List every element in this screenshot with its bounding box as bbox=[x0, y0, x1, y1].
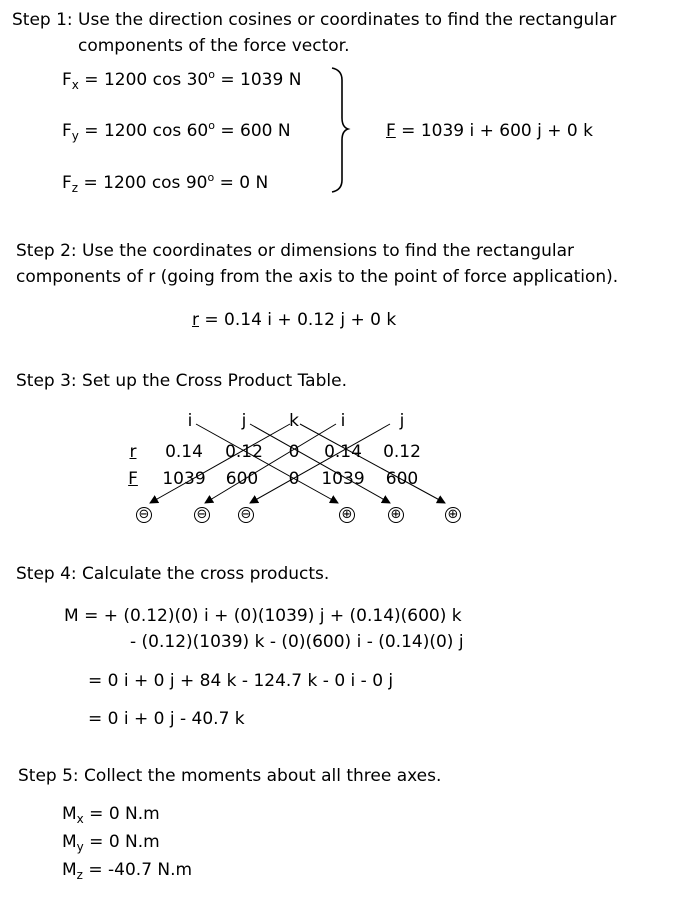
my-equation bbox=[62, 832, 160, 852]
row-r-cell: 0.12 bbox=[225, 442, 263, 462]
arrow-positive-2 bbox=[250, 424, 390, 503]
mz-subscript: z bbox=[76, 868, 83, 882]
minus-circle-icon: ⊖ bbox=[194, 507, 210, 523]
force-vector-result bbox=[386, 121, 593, 141]
step2-heading-cont: components of r (going from the axis to the point of force application). bbox=[16, 267, 619, 287]
header-j-2: j bbox=[399, 411, 405, 431]
minus-circle-icon: ⊖ bbox=[238, 507, 254, 523]
fy-degree: o bbox=[208, 119, 215, 132]
force-vector-symbol: F bbox=[386, 121, 396, 141]
row-f-cell: 1039 bbox=[321, 469, 365, 489]
plus-circle-icon: ⊕ bbox=[445, 507, 461, 523]
fz-subscript: z bbox=[71, 181, 79, 195]
fy-subscript: y bbox=[71, 129, 79, 143]
fx-subscript: x bbox=[71, 78, 79, 92]
arrow-positive-3 bbox=[300, 424, 445, 503]
row-r-cell: 0 bbox=[288, 442, 300, 462]
fy-result: = 600 N bbox=[214, 121, 291, 141]
arrow-negative-3 bbox=[250, 424, 390, 503]
fy-symbol: F bbox=[62, 121, 72, 141]
mx-subscript: x bbox=[76, 812, 84, 826]
arrow-negative-1 bbox=[150, 424, 290, 503]
step5-heading: Step 5: Collect the moments about all three axes. bbox=[18, 766, 442, 786]
row-f-cell: 600 bbox=[385, 469, 419, 489]
row-f-cell: 0 bbox=[288, 469, 300, 489]
my-subscript: y bbox=[76, 840, 84, 854]
position-vector-symbol: r bbox=[192, 310, 199, 330]
my-value: = 0 N.m bbox=[83, 832, 160, 852]
row-r-label: r bbox=[129, 442, 137, 462]
mx-equation bbox=[62, 804, 160, 824]
mz-equation bbox=[62, 860, 192, 880]
moment-line-2: - (0.12)(1039) k - (0)(600) i - (0.14)(0) j bbox=[130, 632, 464, 652]
step1-heading-cont: components of the force vector. bbox=[78, 36, 350, 56]
step3-heading: Step 3: Set up the Cross Product Table. bbox=[16, 371, 347, 391]
fx-result: = 1039 N bbox=[214, 70, 302, 90]
header-k: k bbox=[289, 411, 299, 431]
row-f-cell: 600 bbox=[225, 469, 259, 489]
moment-line-1: M = + (0.12)(0) i + (0)(1039) j + (0.14)(600) k bbox=[64, 606, 462, 626]
moment-line-4: = 0 i + 0 j - 40.7 k bbox=[88, 709, 245, 729]
fz-result: = 0 N bbox=[214, 173, 269, 193]
fz-symbol: F bbox=[62, 173, 72, 193]
fx-degree: o bbox=[208, 68, 215, 81]
minus-circle-icon: ⊖ bbox=[136, 507, 152, 523]
position-vector-expr: = 0.14 i + 0.12 j + 0 k bbox=[199, 310, 397, 330]
fz-degree: o bbox=[207, 171, 215, 184]
arrow-positive-1 bbox=[196, 424, 338, 503]
row-f-cell: 1039 bbox=[162, 469, 206, 489]
header-i-1: i bbox=[187, 411, 193, 431]
position-vector bbox=[192, 310, 396, 330]
step2-heading: Step 2: Use the coordinates or dimensions to find the rectangular bbox=[16, 241, 574, 261]
fy-equation bbox=[62, 121, 291, 141]
header-i-2: i bbox=[340, 411, 346, 431]
right-brace-icon bbox=[332, 68, 348, 192]
my-symbol: M bbox=[62, 832, 77, 852]
mz-value: = -40.7 N.m bbox=[82, 860, 193, 880]
mz-symbol: M bbox=[62, 860, 77, 880]
arrow-negative-2 bbox=[205, 424, 336, 503]
fy-expr: = 1200 cos 60 bbox=[78, 121, 209, 141]
row-r-cell: 0.12 bbox=[383, 442, 421, 462]
row-r-cell: 0.14 bbox=[324, 442, 362, 462]
header-j-1: j bbox=[241, 411, 247, 431]
force-vector-expr: = 1039 i + 600 j + 0 k bbox=[395, 121, 593, 141]
step4-heading: Step 4: Calculate the cross products. bbox=[16, 564, 330, 584]
row-r-cell: 0.14 bbox=[165, 442, 203, 462]
fx-symbol: F bbox=[62, 70, 72, 90]
fz-equation bbox=[62, 173, 268, 193]
mx-value: = 0 N.m bbox=[83, 804, 160, 824]
fx-expr: = 1200 cos 30 bbox=[78, 70, 209, 90]
plus-circle-icon: ⊕ bbox=[339, 507, 355, 523]
mx-symbol: M bbox=[62, 804, 77, 824]
moment-line-3: = 0 i + 0 j + 84 k - 124.7 k - 0 i - 0 j bbox=[88, 671, 394, 691]
fz-expr: = 1200 cos 90 bbox=[78, 173, 208, 193]
row-f-label: F bbox=[128, 469, 138, 489]
fx-equation bbox=[62, 70, 301, 90]
plus-circle-icon: ⊕ bbox=[388, 507, 404, 523]
step1-heading: Step 1: Use the direction cosines or coordinates to find the rectangular bbox=[12, 10, 617, 30]
